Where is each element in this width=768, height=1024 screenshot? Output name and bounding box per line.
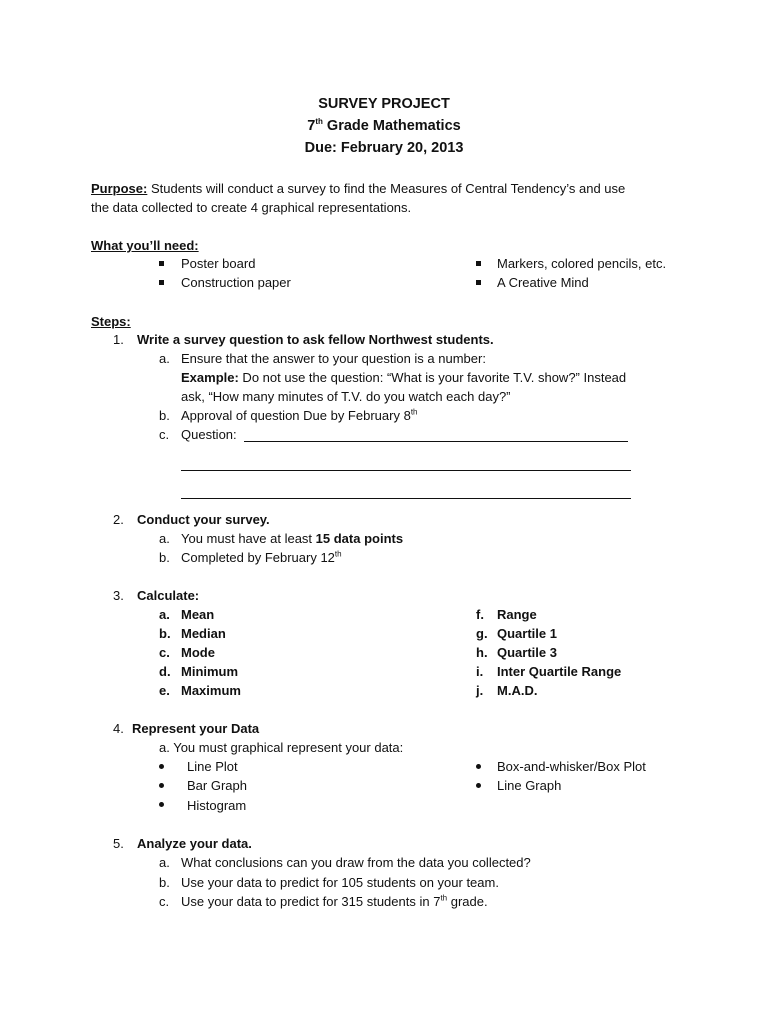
sub-item-mark: b. — [159, 550, 170, 565]
doc-subtitle: 7th Grade Mathematics — [307, 117, 461, 134]
sub-item-text: Use your data to predict for 315 students in 7th grade. — [181, 893, 488, 909]
calc-mark: e. — [159, 683, 170, 698]
step-number: 1. — [113, 332, 124, 347]
square-bullet-icon — [159, 280, 164, 285]
calc-item: Mean — [181, 607, 215, 622]
question-label: Question: — [181, 427, 237, 442]
need-label: What you’ll need: — [91, 238, 199, 253]
sub-item-mark: c. — [159, 894, 170, 909]
sub-item-text: Completed by February 12th — [181, 549, 342, 565]
calc-item: Mode — [181, 645, 215, 660]
sub-item-text: What conclusions can you draw from the data you collected? — [181, 855, 531, 870]
sub-item-mark: a. — [159, 531, 170, 546]
steps-label: Steps: — [91, 314, 131, 329]
graph-type-item: Line Plot — [187, 759, 238, 774]
calc-mark: i. — [476, 664, 484, 679]
calc-mark: a. — [159, 607, 170, 622]
graph-type-item: Bar Graph — [187, 778, 247, 793]
need-item: Poster board — [181, 256, 256, 271]
sub-item-mark: a. — [159, 855, 170, 870]
calc-item: Minimum — [181, 664, 239, 679]
round-bullet-icon — [476, 764, 481, 769]
doc-due-date: Due: February 20, 2013 — [304, 140, 464, 156]
square-bullet-icon — [159, 261, 164, 266]
purpose-label: Purpose: — [91, 181, 148, 196]
example-line-1: Example: Do not use the question: “What is your favorite T.V. show?” Instead — [181, 370, 627, 385]
calc-item: Median — [181, 626, 226, 641]
graph-type-item: Box-and-whisker/Box Plot — [497, 759, 646, 774]
sub-item-mark: b. — [159, 875, 170, 890]
calc-item: Range — [497, 607, 537, 622]
calc-mark: d. — [159, 664, 171, 679]
round-bullet-icon — [159, 783, 164, 788]
graph-type-item: Line Graph — [497, 778, 562, 793]
step-number: 4. — [113, 721, 124, 736]
question-answer-line[interactable] — [244, 441, 628, 442]
round-bullet-icon — [159, 764, 164, 769]
question-answer-line[interactable] — [181, 470, 631, 471]
step-title: Calculate: — [137, 588, 200, 603]
need-item: Construction paper — [181, 275, 291, 290]
round-bullet-icon — [159, 802, 164, 807]
need-item: Markers, colored pencils, etc. — [497, 256, 667, 271]
sub-item-mark: a. — [159, 351, 170, 366]
doc-title: SURVEY PROJECT — [318, 96, 450, 112]
square-bullet-icon — [476, 261, 481, 266]
sub-item-text: You must have at least 15 data points — [181, 531, 404, 546]
calc-mark: g. — [476, 626, 488, 641]
step-number: 5. — [113, 836, 124, 851]
sub-item-text: Use your data to predict for 105 students on your team. — [181, 875, 499, 890]
step-number: 2. — [113, 512, 124, 527]
step-number: 3. — [113, 588, 124, 603]
question-answer-line[interactable] — [181, 498, 631, 499]
sub-item-text: Approval of question Due by February 8th — [181, 407, 418, 423]
need-item: A Creative Mind — [497, 275, 589, 290]
step-title: Represent your Data — [132, 721, 260, 736]
calc-mark: c. — [159, 645, 170, 660]
graph-type-item: Histogram — [187, 798, 247, 813]
purpose-line-2: the data collected to create 4 graphical representations. — [91, 200, 412, 215]
calc-item: Maximum — [181, 683, 241, 698]
calc-mark: j. — [476, 683, 484, 698]
calc-item: M.A.D. — [497, 683, 538, 698]
square-bullet-icon — [476, 280, 481, 285]
calc-item: Inter Quartile Range — [497, 664, 622, 679]
sub-item-mark: b. — [159, 408, 170, 423]
step-title: Conduct your survey. — [137, 512, 270, 527]
calc-mark: b. — [159, 626, 171, 641]
calc-mark: f. — [476, 607, 484, 622]
example-line-2: ask, “How many minutes of T.V. do you watch each day?” — [181, 389, 511, 404]
sub-item-text: a. You must graphical represent your data: — [159, 740, 404, 755]
purpose-line-1: Purpose: Students will conduct a survey to find the Measures of Central Tendency’s and use — [91, 181, 626, 196]
round-bullet-icon — [476, 783, 481, 788]
calc-item: Quartile 1 — [497, 626, 557, 641]
sub-item-mark: c. — [159, 427, 170, 442]
step-title: Write a survey question to ask fellow Northwest students. — [137, 332, 494, 347]
sub-item-text: Ensure that the answer to your question is a number: — [181, 351, 486, 366]
calc-item: Quartile 3 — [497, 645, 557, 660]
step-title: Analyze your data. — [137, 836, 252, 851]
calc-mark: h. — [476, 645, 488, 660]
